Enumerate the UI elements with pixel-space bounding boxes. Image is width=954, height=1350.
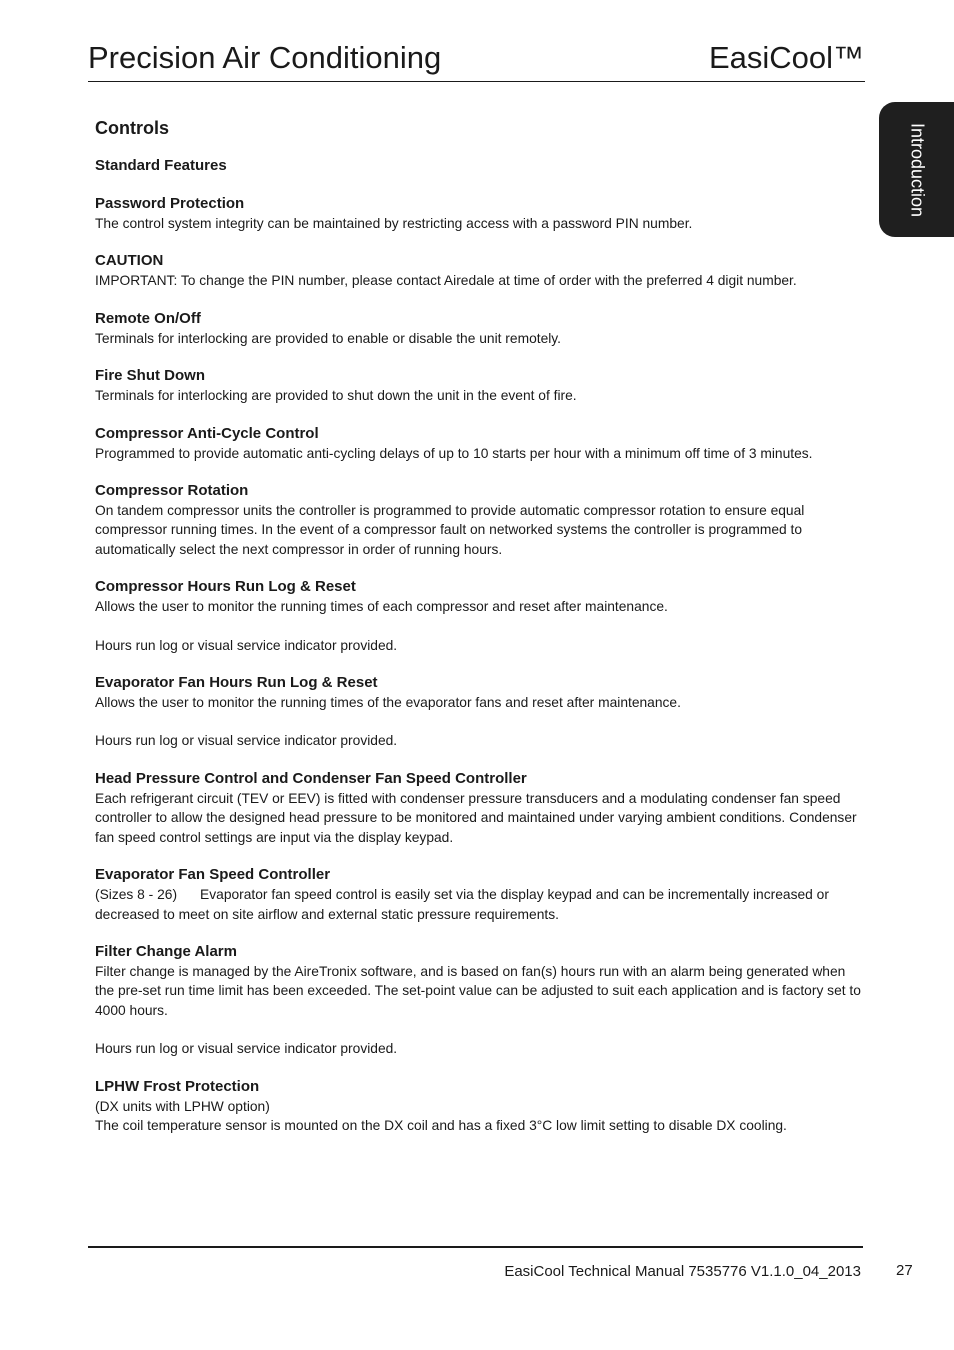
section-title: Controls — [95, 118, 169, 138]
feature-heading: Compressor Rotation — [95, 482, 249, 500]
feature-description: Terminals for interlocking are provided to shut down the unit in the event of fire. — [95, 388, 577, 404]
page-header-title: Precision Air Conditioning — [88, 40, 442, 75]
feature-description: On tandem compressor units the controller is programmed to provide automatic compressor rotation to ensure equal compressor running times. In the event of a compressor fault on networked systems the controller is programmed to automatically select the next compressor in order of running hours. — [95, 503, 809, 557]
feature-item — [95, 865, 865, 924]
footer-divider — [88, 1246, 863, 1248]
feature-description: Allows the user to monitor the running times of each compressor and reset after maintenance. — [95, 599, 668, 615]
feature-description: (Sizes 8 - 26) Evaporator fan speed control is easily set via the display keypad and can be incrementally increased or decreased to meet on site airflow and external static pressure requirements. — [95, 887, 833, 922]
feature-description: Each refrigerant circuit (TEV or EEV) is fitted with condenser pressure transducers and a modulating condenser fan speed controller to allow the designed head pressure to be monitored and maintained under varying ambient conditions. Condenser fan speed control settings are input via the display keypad. — [95, 790, 861, 845]
feature-description: Hours run log or visual service indicator provided. — [95, 733, 398, 749]
feature-heading: Compressor Anti-Cycle Control — [95, 424, 319, 442]
feature-description: Terminals for interlocking are provided to enable or disable the unit remotely. — [95, 330, 562, 346]
feature-list — [95, 194, 865, 1135]
feature-item — [95, 309, 865, 348]
feature-heading: Evaporator Fan Hours Run Log & Reset — [95, 674, 378, 692]
feature-heading: Remote On/Off — [95, 309, 201, 327]
feature-item — [95, 769, 865, 847]
page-number: 27 — [896, 1262, 913, 1279]
main-content — [95, 116, 865, 1153]
feature-heading: Head Pressure Control and Condenser Fan Speed Controller — [95, 769, 527, 787]
feature-description: The control system integrity can be maintained by restricting access with a password PIN number. — [95, 216, 693, 231]
feature-item — [95, 577, 865, 655]
feature-heading: CAUTION — [95, 252, 164, 270]
feature-item — [95, 366, 865, 405]
feature-item — [95, 424, 865, 463]
feature-item — [95, 673, 865, 751]
product-name: EasiCool™ — [708, 40, 864, 75]
feature-description: Filter change is managed by the AireTronix software, and is based on fan(s) hours run with an alarm being generated when the pre-set run time limit has been exceeded. The set-point value can be adjusted to suit each application and is factory set to 4000 hours. — [95, 963, 865, 1018]
feature-heading: Filter Change Alarm — [95, 942, 237, 960]
feature-heading: Compressor Hours Run Log & Reset — [95, 578, 356, 596]
feature-description: Allows the user to monitor the running times of the evaporator fans and reset after maintenance. — [95, 695, 681, 711]
feature-description: (DX units with LPHW option) — [95, 1098, 270, 1114]
section-tab-label: Introduction — [907, 122, 927, 217]
feature-heading: LPHW Frost Protection — [95, 1077, 260, 1095]
feature-item — [95, 251, 865, 290]
feature-item — [95, 194, 865, 233]
feature-description: Hours run log or visual service indicator provided. — [95, 1041, 398, 1057]
feature-item — [95, 942, 865, 1059]
footer-manual-ref: EasiCool Technical Manual 7535776 V1.1.0_04_2013 — [504, 1263, 861, 1280]
feature-item — [95, 481, 865, 559]
feature-heading: Evaporator Fan Speed Controller — [95, 866, 331, 884]
header-divider — [88, 81, 865, 82]
feature-heading: Password Protection — [95, 195, 245, 212]
feature-description: Programmed to provide automatic anti-cycling delays of up to 10 starts per hour with a minimum off time of 3 minutes. — [95, 445, 813, 461]
feature-description: IMPORTANT: To change the PIN number, please contact Airedale at time of order with the preferred 4 digit number. — [95, 273, 797, 289]
section-subtitle: Standard Features — [95, 157, 227, 174]
feature-item — [95, 1077, 865, 1136]
feature-description: The coil temperature sensor is mounted on the DX coil and has a fixed 3°C low limit setting to disable DX cooling. — [95, 1117, 787, 1133]
section-tab[interactable] — [879, 102, 954, 237]
feature-description: Hours run log or visual service indicator provided. — [95, 637, 398, 653]
feature-heading: Fire Shut Down — [95, 367, 205, 385]
